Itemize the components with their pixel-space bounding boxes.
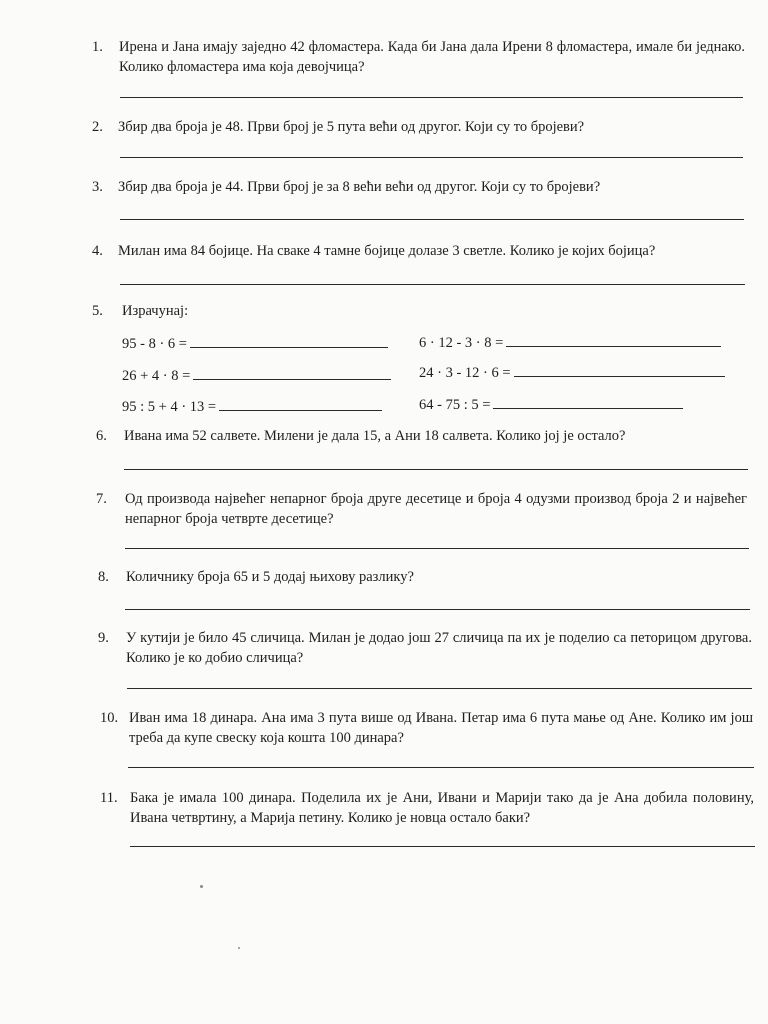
question-text: Иван има 18 динара. Ана има 3 пута више од Ивана. Петар има 6 пута мање од Ане. Колико им још треба да купе свеску која кошта 100 динара? (129, 710, 753, 746)
answer-line-3[interactable] (120, 219, 744, 220)
answer-line-9[interactable] (127, 688, 752, 689)
question-number: 8. (98, 569, 109, 585)
answer-line-10[interactable] (128, 767, 754, 768)
expression-text: 64 - 75 : 5 = (419, 397, 491, 413)
question-text: Ивана има 52 салвете. Милени је дала 15, а Ани 18 салвета. Колико јој је остало? (124, 428, 626, 444)
question-text: Збир два броја је 48. Први број је 5 пута већи од другог. Који су то бројеви? (118, 119, 585, 135)
question-number: 9. (98, 630, 109, 646)
expression-right-3 (419, 394, 683, 414)
question-number: 10. (100, 710, 119, 726)
expression-answer-blank[interactable] (506, 332, 721, 347)
scan-speck (238, 947, 240, 949)
answer-line-8[interactable] (125, 609, 750, 610)
question-text: У кутији је било 45 сличица. Милан је додао још 27 сличица па их је поделио са петорицом другова. Колико је ко добио сличица? (126, 630, 752, 666)
expression-answer-blank[interactable] (193, 365, 391, 380)
expression-text: 95 - 8 · 6 = (122, 336, 187, 352)
question-text: Бака је имала 100 динара. Поделила их је Ани, Ивани и Марији тако да је Ана добила половину, Ивана четвртину, а Марија петину. Колико је новца остало баки? (130, 790, 754, 826)
question-text: Количнику броја 65 и 5 додај њихову разлику? (126, 569, 414, 585)
question-number: 11. (100, 790, 118, 806)
expression-answer-blank[interactable] (219, 396, 382, 411)
question-text: Ирена и Јана имају заједно 42 фломастера. Када би Јана дала Ирени 8 фломастера, имале би једнако. Колико фломастера има која девојчица? (119, 39, 745, 75)
answer-line-11[interactable] (130, 846, 755, 847)
question-number: 2. (92, 119, 103, 135)
expression-answer-blank[interactable] (493, 394, 683, 409)
expression-text: 24 · 3 - 12 · 6 = (419, 365, 511, 381)
answer-line-1[interactable] (120, 97, 743, 98)
question-text: Милан има 84 бојице. На сваке 4 тамне бојице долазе 3 светле. Колико је којих бојица? (118, 243, 656, 259)
question-number: 7. (96, 491, 107, 507)
expression-left-2 (122, 365, 391, 385)
answer-line-6[interactable] (124, 469, 748, 470)
expression-left-3 (122, 396, 382, 416)
expression-text: 6 · 12 - 3 · 8 = (419, 335, 504, 351)
expression-right-1 (419, 332, 721, 352)
expression-text: 26 + 4 · 8 = (122, 368, 191, 384)
question-text: Од производа највећег непарног броја друге десетице и броја 4 одузми производ броја 2 и највећег непарног броја четврте десетице? (125, 491, 747, 527)
expression-text: 95 : 5 + 4 · 13 = (122, 399, 217, 415)
answer-line-7[interactable] (125, 548, 749, 549)
question-number: 1. (92, 39, 103, 55)
question-number: 5. (92, 303, 103, 319)
expression-answer-blank[interactable] (514, 362, 725, 377)
expression-right-2 (419, 362, 725, 382)
expression-left-1 (122, 333, 388, 353)
expression-answer-blank[interactable] (190, 333, 388, 348)
question-number: 6. (96, 428, 107, 444)
answer-line-4[interactable] (120, 284, 745, 285)
question-number: 4. (92, 243, 103, 259)
question-number: 3. (92, 179, 103, 195)
question-text: Израчунај: (122, 303, 189, 319)
scan-speck (200, 885, 203, 888)
question-text: Збир два броја је 44. Први број је за 8 већи већи од другог. Који су то бројеви? (118, 179, 601, 195)
answer-line-2[interactable] (120, 157, 743, 158)
